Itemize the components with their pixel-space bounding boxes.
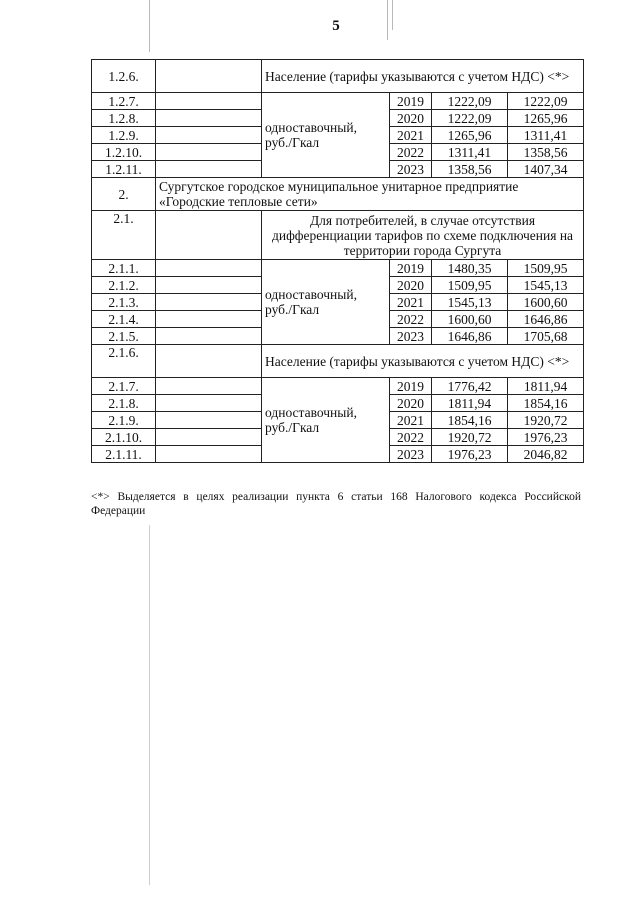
year-cell: 2019 — [390, 260, 432, 277]
row-code: 2.1.2. — [92, 277, 156, 294]
tariff-first-half: 1222,09 — [432, 110, 508, 127]
table-row — [92, 260, 584, 277]
footnote: <*> Выделяется в целях реализации пункта 6 статьи 168 Налогового кодекса Российской Федерации — [91, 491, 581, 517]
rate-type: одноставочный, руб./Гкал — [262, 93, 390, 178]
tariff-second-half: 1976,23 — [508, 429, 584, 446]
empty-cell — [156, 311, 262, 328]
empty-cell — [156, 446, 262, 463]
tariff-first-half: 1976,23 — [432, 446, 508, 463]
row-code: 1.2.11. — [92, 161, 156, 178]
tariff-second-half: 1646,86 — [508, 311, 584, 328]
empty-cell — [156, 429, 262, 446]
table-row — [92, 93, 584, 110]
empty-cell — [156, 378, 262, 395]
tariff-first-half: 1600,60 — [432, 311, 508, 328]
year-cell: 2020 — [390, 110, 432, 127]
year-cell: 2023 — [390, 446, 432, 463]
empty-cell — [156, 328, 262, 345]
empty-cell — [156, 395, 262, 412]
tariff-second-half: 1545,13 — [508, 277, 584, 294]
tariff-first-half: 1509,95 — [432, 277, 508, 294]
category-header: Население (тарифы указываются с учетом НДС) <*> — [262, 60, 584, 93]
tariff-second-half: 1811,94 — [508, 378, 584, 395]
tariff-second-half: 1509,95 — [508, 260, 584, 277]
empty-cell — [156, 211, 262, 260]
year-cell: 2019 — [390, 378, 432, 395]
tariff-second-half: 1854,16 — [508, 395, 584, 412]
tariff-first-half: 1311,41 — [432, 144, 508, 161]
tariff-second-half: 1222,09 — [508, 93, 584, 110]
year-cell: 2022 — [390, 429, 432, 446]
row-code: 1.2.8. — [92, 110, 156, 127]
empty-cell — [156, 294, 262, 311]
tariff-first-half: 1358,56 — [432, 161, 508, 178]
year-cell: 2023 — [390, 328, 432, 345]
year-cell: 2022 — [390, 144, 432, 161]
row-code: 1.2.7. — [92, 93, 156, 110]
year-cell: 2022 — [390, 311, 432, 328]
rate-type: одноставочный, руб./Гкал — [262, 260, 390, 345]
year-cell: 2021 — [390, 294, 432, 311]
empty-cell — [156, 93, 262, 110]
scan-artifact-line — [392, 0, 393, 30]
row-code: 2.1.7. — [92, 378, 156, 395]
year-cell: 2021 — [390, 412, 432, 429]
table-row-header — [92, 345, 584, 378]
tariff-second-half: 1705,68 — [508, 328, 584, 345]
section-row — [92, 178, 584, 211]
tariff-second-half: 1265,96 — [508, 110, 584, 127]
row-code: 2.1.5. — [92, 328, 156, 345]
empty-cell — [156, 412, 262, 429]
page-number: 5 — [332, 18, 340, 34]
tariff-first-half: 1265,96 — [432, 127, 508, 144]
scan-artifact-line — [149, 525, 150, 885]
empty-cell — [156, 110, 262, 127]
tariff-second-half: 2046,82 — [508, 446, 584, 463]
scan-artifact-line — [387, 0, 388, 40]
tariff-first-half: 1854,16 — [432, 412, 508, 429]
tariff-first-half: 1646,86 — [432, 328, 508, 345]
row-code: 2.1.6. — [92, 345, 156, 378]
row-code: 2.1.3. — [92, 294, 156, 311]
tariff-second-half: 1358,56 — [508, 144, 584, 161]
empty-cell — [156, 345, 262, 378]
empty-cell — [156, 144, 262, 161]
row-code: 2.1. — [92, 211, 156, 260]
empty-cell — [156, 277, 262, 294]
tariff-first-half: 1776,42 — [432, 378, 508, 395]
tariff-table — [91, 59, 584, 463]
row-code: 2.1.1. — [92, 260, 156, 277]
tariff-first-half: 1545,13 — [432, 294, 508, 311]
tariff-second-half: 1311,41 — [508, 127, 584, 144]
empty-cell — [156, 60, 262, 93]
year-cell: 2019 — [390, 93, 432, 110]
year-cell: 2020 — [390, 277, 432, 294]
row-code: 2.1.8. — [92, 395, 156, 412]
table-row — [92, 378, 584, 395]
tariff-second-half: 1600,60 — [508, 294, 584, 311]
tariff-first-half: 1480,35 — [432, 260, 508, 277]
row-code: 2.1.4. — [92, 311, 156, 328]
tariff-second-half: 1920,72 — [508, 412, 584, 429]
rate-type: одноставочный, руб./Гкал — [262, 378, 390, 463]
category-header: Население (тарифы указываются с учетом НДС) <*> — [262, 345, 584, 378]
table-row-header — [92, 211, 584, 260]
row-code: 2.1.11. — [92, 446, 156, 463]
tariff-first-half: 1222,09 — [432, 93, 508, 110]
row-code: 2.1.10. — [92, 429, 156, 446]
year-cell: 2021 — [390, 127, 432, 144]
year-cell: 2020 — [390, 395, 432, 412]
empty-cell — [156, 260, 262, 277]
empty-cell — [156, 161, 262, 178]
row-code: 1.2.10. — [92, 144, 156, 161]
row-code: 1.2.9. — [92, 127, 156, 144]
section-number: 2. — [92, 178, 156, 211]
row-code: 1.2.6. — [92, 60, 156, 93]
year-cell: 2023 — [390, 161, 432, 178]
scan-artifact-line — [149, 0, 150, 52]
tariff-first-half: 1920,72 — [432, 429, 508, 446]
category-header: Для потребителей, в случае отсутствия дифференциации тарифов по схеме подключения на территории города Сургута — [262, 211, 584, 260]
empty-cell — [156, 127, 262, 144]
tariff-first-half: 1811,94 — [432, 395, 508, 412]
row-code: 2.1.9. — [92, 412, 156, 429]
tariff-second-half: 1407,34 — [508, 161, 584, 178]
section-title: Сургутское городское муниципальное унитарное предприятие «Городские тепловые сети» — [156, 178, 584, 211]
table-row-header — [92, 60, 584, 93]
